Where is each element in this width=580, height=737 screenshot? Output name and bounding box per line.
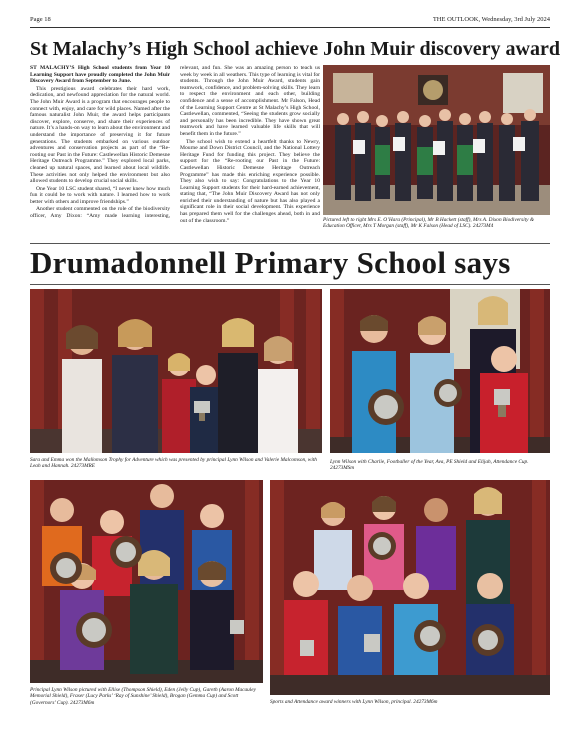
masthead-date: THE OUTLOOK, Wednesday, 3rd July 2024	[432, 15, 550, 23]
article-paragraph: Another student commented on the role of the biodiversity officer, Amy Dixon: “Amy made learning interesting, relevant, and fun. She was an amazing person to teach us week by week in all weathers. This type of learning is vital for students. Through the John Muir Award, students gain teamwork, confidence, and problem-solving skills. They learn to respect the environment and each other, building confidence and a sense of accomplishment. Mr Falson, Head of the Learning Support Centre at St Malachy’s High School, Castlewellan, commented, “Seeing the students grow socially and personally has been incredible. They have shown great teamwork and have learned valuable life skills that will benefit them in the future.”	[30, 65, 320, 220]
article-body-st-malachys	[30, 65, 320, 241]
section-divider-bottom	[30, 284, 550, 285]
article-headline-st-malachys: St Malachy’s High School achieve John Muir discovery award	[30, 38, 560, 60]
award-photo-footballer-of-year	[330, 289, 550, 453]
article-paragraph: One Year 10 LSC student shared, “I never knew how much fun it could be to work with nature. I learned how to work better with others and improve friendships.”	[30, 185, 170, 205]
photo-caption-mallomson-trophy: Sara and Emma won the Mallomson Trophy for Adventure which was presented by principal Lynn Wilson and Valerie Malcomson, with Leah and Hannah. 24273MRE	[30, 457, 317, 470]
page-number: Page 18	[30, 15, 51, 23]
article-paragraph: The school wish to extend a heartfelt thanks to Newry, Mourne and Down District Council, and the National Lottery Heritage Fund for funding this project. They believe the support for the “Re-rooting our Past in the Future: Castlewellan Historic Demesne Heritage Outreach Programme” has made this enriching experience possible. They also wish to say: Congratulations to the Year 10 Learning Support students for their hard-earned achievement, stating that, “The John Muir Discovery Award has not only enriched their understanding of nature but has also played a significant role in their social development. This experience has prepared them well for the challenges ahead, both in and out of the classroom.”	[180, 138, 320, 224]
photo-caption-sports-attendance: Sports and Attendance award winners with Lynn Wilson, principal. 24273M6m	[270, 699, 438, 705]
header-divider	[30, 27, 550, 28]
photo-caption-footballer-of-year: Lynn Wilson with Charlie, Footballer of the Year, Ava, PE Shield and Elijah, Attendance Cup. 24273MSm	[330, 459, 529, 472]
award-photo-mallomson-trophy	[30, 289, 322, 453]
page-header	[30, 12, 550, 26]
group-photo-st-malachys	[323, 65, 550, 215]
article-headline-drumadonnell: Drumadonnell Primary School says	[30, 245, 511, 280]
award-photo-shields	[30, 480, 263, 683]
article-paragraph: ST MALACHY’S High School students from Year 10 Learning Support have proudly completed the John Muir Discovery Award from September to June.	[30, 65, 170, 85]
article-paragraph: This prestigious award celebrates their hard work, dedication, and newfound appreciation for the natural world. The John Muir Award is a program that encourages people to connect with, enjoy, and care for wild places. Named after the famous naturalist John Muir, the award helps participants discover, explore, conserve, and share their experiences of nature. It’s a hands-on way to learn about the environment and understand the importance of preserving it for future generations. The students embarked on various outdoor adventures and conservation projects as part of the “Re-rooting our Past in the Future: Castlewellan Historic Demesne Heritage Outreach Programme.” They explored local parks, cleaned up natural spaces, and learned about local wildlife. These activities not only helped the environment but also allowed students to develop crucial social skills.	[30, 85, 170, 185]
photo-caption-shields: Principal Lynn Wilson pictured with Ellise (Thompson Shield), Eden (Jelly Cup), Gareth (Aaron Macauley Memorial Shield), Fraser (Lucy Parks’ ‘Ray of Sunshine’ Shield), Brogan (Gemma Cup) and Scott (Governors’ Cup). 24273M6m	[30, 687, 256, 706]
award-photo-sports-attendance	[270, 480, 550, 695]
photo-caption-st-malachys: Pictured left to right Mrs E. O’Hara (Principal), Mr B Hackett (staff), Mrs A. Dixon Biodiversity & Education Officer, Mrs T Morgan (staff), Mr K Falson (Head of LSC). 24273M4	[323, 217, 534, 230]
